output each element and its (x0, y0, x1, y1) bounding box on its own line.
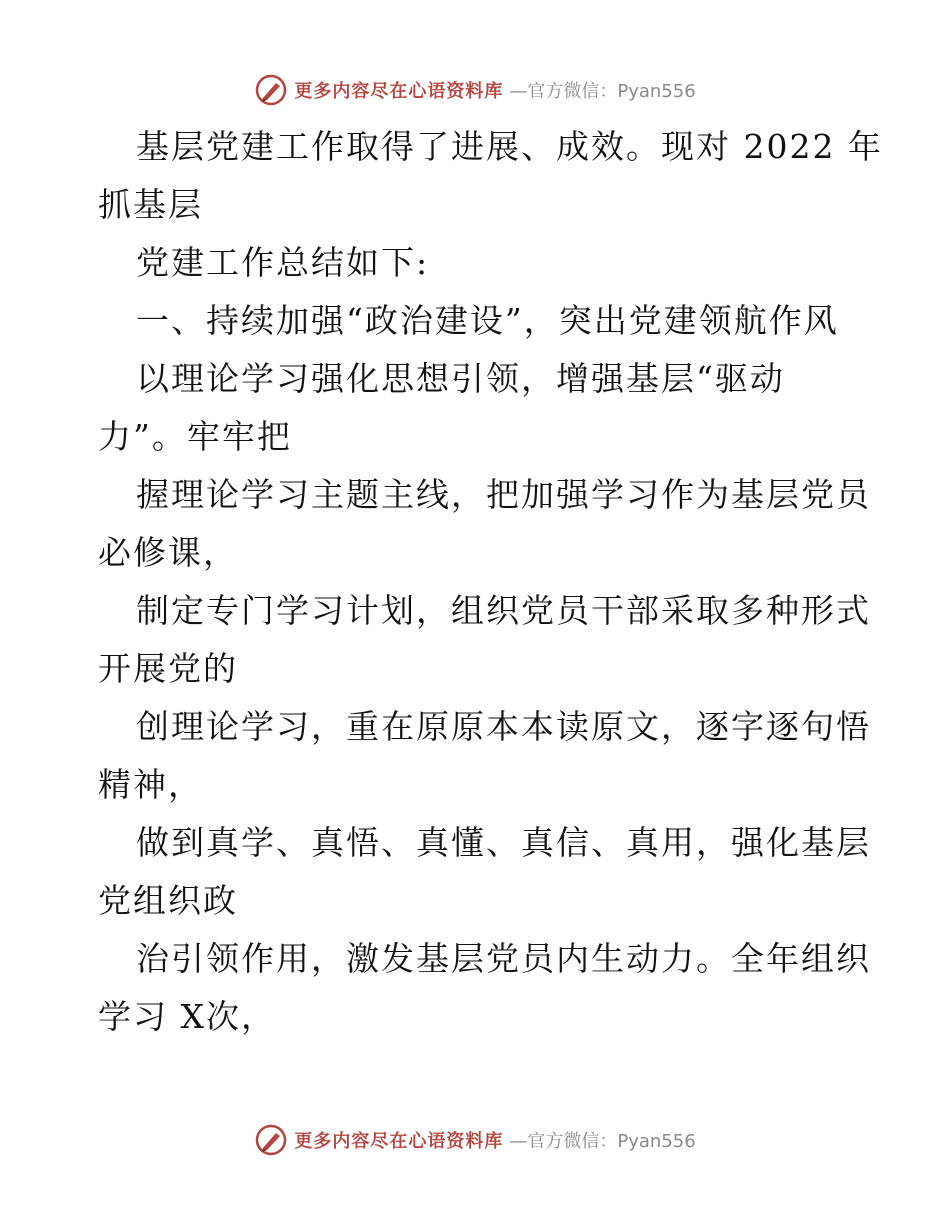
header-watermark-banner (0, 70, 950, 110)
footer-watermark-banner (0, 1120, 950, 1160)
pen-logo-icon (254, 1123, 288, 1157)
text-line: 党建工作总结如下: (136, 243, 430, 282)
text-line: 抓基层 (98, 185, 203, 224)
banner-title: 更多内容尽在心语资料库 (294, 81, 504, 102)
document-body (98, 118, 883, 1046)
text-line: 制定专门学习计划，组织党员干部采取多种形式 (136, 591, 871, 630)
text-line: 治引领作用，激发基层党员内生动力。全年组织 (136, 939, 871, 978)
text-line: 握理论学习主题主线，把加强学习作为基层党员 (136, 475, 871, 514)
banner-title: 更多内容尽在心语资料库 (294, 1131, 504, 1152)
text-line: 一、持续加强“政治建设”，突出党建领航作风 (136, 301, 839, 340)
text-line: 开展党的 (98, 649, 238, 688)
text-line: 基层党建工作取得了进展、成效。现对 2022 年 (136, 127, 883, 166)
text-line: 精神， (98, 765, 203, 804)
text-line: 党组织政 (98, 881, 238, 920)
text-line: 学习 X次， (98, 997, 276, 1036)
banner-contact: —官方微信：Pyan556 (509, 81, 696, 102)
pen-logo-icon (254, 73, 288, 107)
banner-contact: —官方微信：Pyan556 (509, 1131, 696, 1152)
text-line: 必修课， (98, 533, 238, 572)
text-line: 以理论学习强化思想引领，增强基层“驱动 (136, 359, 785, 398)
text-line: 做到真学、真悟、真懂、真信、真用，强化基层 (136, 823, 871, 862)
text-line: 创理论学习，重在原原本本读原文，逐字逐句悟 (136, 707, 871, 746)
text-line: 力”。牢牢把 (98, 417, 292, 456)
